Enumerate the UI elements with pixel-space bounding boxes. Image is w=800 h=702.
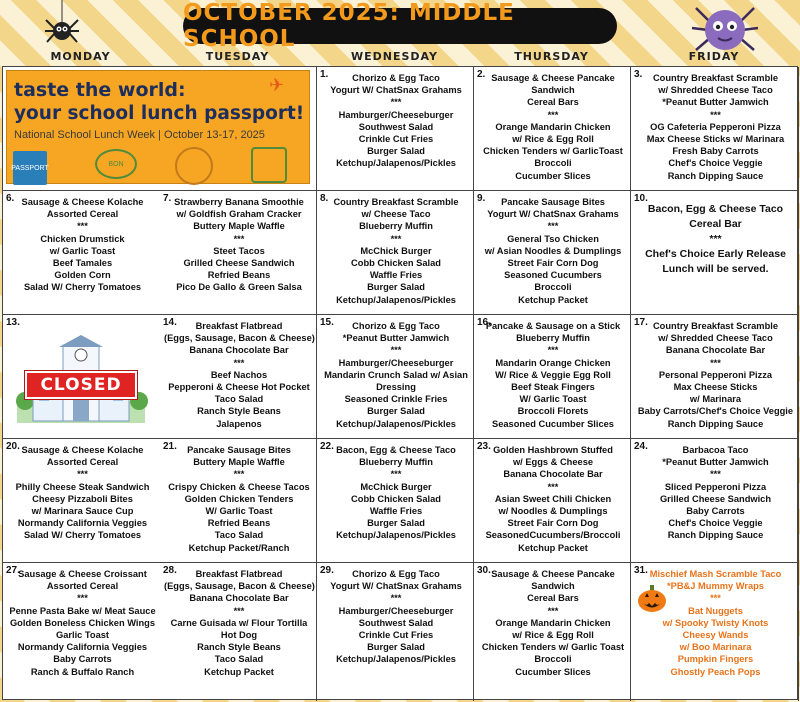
day-label: WEDNESDAY bbox=[351, 50, 438, 63]
passport-stamp-icon bbox=[251, 147, 287, 183]
menu-item: Mandarin Orange Chicken bbox=[495, 357, 611, 368]
day-number: 3. bbox=[634, 69, 643, 80]
menu-item: Cucumber Slices bbox=[515, 666, 591, 677]
calendar-day-cell bbox=[474, 67, 631, 191]
calendar-day-cell bbox=[317, 191, 474, 315]
day-number: 16. bbox=[477, 317, 491, 328]
day-number: 13. bbox=[6, 317, 20, 328]
lunch-week-banner bbox=[6, 70, 310, 184]
day-number: 29. bbox=[320, 565, 334, 576]
menu-item: Broccoli Florets bbox=[517, 406, 589, 417]
calendar-day-cell bbox=[160, 439, 317, 563]
menu-item: Chorizo & Egg Taco bbox=[352, 569, 440, 579]
menu-item: Philly Cheese Steak Sandwich bbox=[15, 481, 150, 492]
day-number: 27. bbox=[6, 565, 20, 576]
menu-item: Strawberry Banana Smoothie bbox=[174, 197, 304, 207]
menu-item: Normandy California Veggies bbox=[17, 518, 148, 529]
menu-item: *PB&J Mummy Wraps bbox=[667, 581, 764, 592]
menu-item: Assorted Cereal bbox=[46, 581, 119, 592]
day-number: 28. bbox=[163, 565, 177, 576]
menu-item: Sausage & Cheese Kolache bbox=[21, 197, 144, 207]
menu-item: w/ Marinara bbox=[689, 394, 742, 405]
menu-item: McChick Burger bbox=[360, 481, 432, 492]
menu-item: w/ Spooky Twisty Knots bbox=[662, 617, 769, 628]
day-label: THURSDAY bbox=[514, 50, 589, 63]
menu-item: Steet Tacos bbox=[213, 245, 265, 256]
menu-item: Carne Guisada w/ Flour Tortilla bbox=[170, 617, 308, 628]
menu-item: *Peanut Butter Jamwich bbox=[662, 97, 769, 108]
menu-item: Burger Salad bbox=[367, 642, 425, 653]
menu-item: w/ Marinara Sauce Cup bbox=[31, 506, 134, 517]
day-label: TUESDAY bbox=[205, 50, 270, 63]
menu-item: Cucumber Slices bbox=[515, 170, 591, 181]
menu-item: Hamburger/Cheeseburger bbox=[338, 357, 454, 368]
menu-item: *** bbox=[233, 605, 245, 616]
calendar-day-cell bbox=[317, 67, 474, 191]
calendar-day-cell bbox=[474, 439, 631, 563]
calendar-day-cell bbox=[631, 563, 799, 701]
menu-item: Ranch Style Beans bbox=[197, 406, 281, 417]
menu-list bbox=[164, 444, 314, 554]
menu-item: Country Breakfast Scramble bbox=[333, 197, 459, 207]
menu-item: Ranch Dipping Sauce bbox=[667, 418, 764, 429]
menu-item: Orange Mandarin Chicken bbox=[495, 617, 611, 628]
menu-item: Pico De Gallo & Green Salsa bbox=[176, 282, 302, 293]
menu-item: Mischief Mash Scramble Taco bbox=[649, 569, 782, 579]
menu-item: Ranch & Buffalo Ranch bbox=[30, 666, 135, 677]
menu-item: W/ Garlic Toast bbox=[205, 506, 273, 517]
menu-item: *** bbox=[390, 97, 402, 108]
menu-item: *** bbox=[547, 481, 559, 492]
menu-item: Burger Salad bbox=[367, 146, 425, 157]
calendar-day-cell bbox=[474, 191, 631, 315]
menu-item: Lunch will be served. bbox=[662, 263, 769, 275]
menu-item: Baby Carrots bbox=[686, 506, 745, 517]
calendar-day-cell bbox=[474, 563, 631, 701]
menu-item: Southwest Salad bbox=[358, 617, 434, 628]
day-number: 14. bbox=[163, 317, 177, 328]
menu-item: Ketchup/Jalapenos/Pickles bbox=[336, 654, 456, 665]
menu-item: Taco Salad bbox=[214, 394, 264, 405]
menu-item: *** bbox=[233, 469, 245, 480]
day-number: 23. bbox=[477, 441, 491, 452]
day-number: 30. bbox=[477, 565, 491, 576]
menu-item: Chef's Choice Veggie bbox=[668, 518, 763, 529]
menu-item: W/ Rice & Veggie Egg Roll bbox=[495, 369, 611, 380]
calendar-day-cell bbox=[317, 563, 474, 701]
menu-item: Jalapenos bbox=[216, 418, 262, 429]
menu-list bbox=[478, 320, 628, 430]
calendar-day-cell bbox=[631, 315, 799, 439]
header bbox=[0, 0, 800, 52]
day-number: 10. bbox=[634, 193, 648, 204]
menu-item: Max Cheese Sticks w/ Marinara bbox=[646, 134, 785, 145]
day-number: 6. bbox=[6, 193, 15, 204]
banner-date-line: National School Lunch Week | October 13-17, 2025 bbox=[14, 129, 265, 141]
menu-item: *** bbox=[547, 605, 559, 616]
day-number: 21. bbox=[163, 441, 177, 452]
menu-item: Blueberry Muffin bbox=[359, 221, 433, 232]
menu-item: Breakfast Flatbread bbox=[195, 569, 283, 579]
menu-item: w/ Cheese Taco bbox=[361, 209, 431, 220]
menu-item: Pepperoni & Cheese Hot Pocket bbox=[168, 382, 310, 393]
menu-list bbox=[7, 196, 158, 294]
calendar-day-cell bbox=[631, 439, 799, 563]
menu-item: Ketchup/Jalapenos/Pickles bbox=[336, 418, 456, 429]
menu-item: Sausage & Cheese Kolache bbox=[21, 445, 144, 455]
menu-item: Refried Beans bbox=[207, 518, 271, 529]
menu-item: Banana Chocolate Bar bbox=[665, 345, 766, 356]
day-number: 1. bbox=[320, 69, 329, 80]
banner-headline: taste the world: bbox=[14, 79, 186, 101]
menu-item: Hot Dog bbox=[220, 630, 258, 641]
menu-item: Country Breakfast Scramble bbox=[652, 321, 779, 331]
menu-list bbox=[635, 320, 796, 430]
menu-item: Crinkle Cut Fries bbox=[358, 630, 434, 641]
menu-list bbox=[164, 320, 314, 430]
menu-list bbox=[635, 72, 796, 182]
menu-item: Cereal Bars bbox=[527, 97, 579, 108]
day-label: FRIDAY bbox=[688, 50, 740, 63]
menu-item: Cobb Chicken Salad bbox=[351, 258, 441, 269]
menu-item: w/ Eggs & Cheese bbox=[512, 457, 594, 468]
menu-item: Golden Corn bbox=[54, 270, 111, 281]
menu-list bbox=[321, 568, 471, 666]
menu-list bbox=[321, 320, 471, 430]
menu-item: *** bbox=[77, 469, 88, 480]
menu-item: Cobb Chicken Salad bbox=[351, 493, 441, 504]
menu-item: Assorted Cereal bbox=[46, 209, 119, 220]
menu-item: Beef Steak Fingers bbox=[511, 382, 595, 393]
menu-item: Sausage & Cheese Pancake bbox=[491, 569, 615, 579]
menu-item: Blueberry Muffin bbox=[516, 333, 590, 344]
menu-item: *** bbox=[709, 233, 722, 245]
menu-item: Refried Beans bbox=[207, 270, 271, 281]
menu-item: Beef Tamales bbox=[52, 258, 113, 269]
day-number: 8. bbox=[320, 193, 329, 204]
menu-item: Pancake & Sausage on a Stick bbox=[485, 321, 621, 331]
menu-item: Breakfast Flatbread bbox=[195, 321, 283, 331]
spider-icon bbox=[44, 0, 80, 48]
menu-list bbox=[478, 444, 628, 554]
airplane-icon: ✈ bbox=[269, 75, 285, 95]
menu-item: Ranch Dipping Sauce bbox=[667, 530, 764, 541]
menu-item: Waffle Fries bbox=[369, 506, 423, 517]
menu-item: Cereal Bars bbox=[527, 593, 579, 604]
menu-item: (Eggs, Sausage, Bacon & Cheese) bbox=[164, 581, 315, 592]
menu-item: Country Breakfast Scramble bbox=[652, 73, 779, 83]
menu-item: Seasoned Cucumber Slices bbox=[492, 418, 614, 429]
menu-item: Broccoli bbox=[534, 654, 572, 665]
menu-item: Crispy Chicken & Cheese Tacos bbox=[168, 481, 310, 492]
menu-item: *** bbox=[547, 109, 559, 120]
menu-item: Crinkle Cut Fries bbox=[358, 134, 434, 145]
day-number: 20. bbox=[6, 441, 20, 452]
menu-item: *** bbox=[390, 593, 402, 604]
menu-item: *** bbox=[77, 593, 88, 604]
calendar-day-cell bbox=[317, 439, 474, 563]
day-number: 24. bbox=[634, 441, 648, 452]
menu-item: Hamburger/Cheeseburger bbox=[338, 605, 454, 616]
menu-list bbox=[321, 444, 471, 542]
menu-item: Asian Sweet Chili Chicken bbox=[494, 493, 612, 504]
menu-item: *** bbox=[390, 469, 402, 480]
passport-stamp-icon: BON bbox=[95, 149, 137, 179]
menu-list bbox=[7, 568, 158, 678]
menu-item: Sliced Pepperoni Pizza bbox=[664, 481, 767, 492]
closed-school-illustration bbox=[11, 331, 151, 431]
menu-item: w/ Garlic Toast bbox=[49, 245, 116, 256]
menu-item: Buttery Maple Waffle bbox=[193, 221, 285, 232]
menu-item: Banana Chocolate Bar bbox=[503, 469, 603, 480]
menu-item: Pancake Sausage Bites bbox=[187, 445, 291, 455]
day-number: 17. bbox=[634, 317, 648, 328]
menu-list bbox=[321, 72, 471, 170]
menu-item: Taco Salad bbox=[214, 530, 264, 541]
menu-item: W/ Garlic Toast bbox=[519, 394, 587, 405]
menu-item: Ghostly Peach Pops bbox=[670, 666, 761, 677]
menu-item: Broccoli bbox=[534, 158, 572, 169]
menu-item: General Tso Chicken bbox=[507, 233, 599, 244]
menu-item: w/ Goldfish Graham Cracker bbox=[176, 209, 302, 220]
menu-item: Banana Chocolate Bar bbox=[189, 345, 289, 356]
menu-item: Max Cheese Sticks bbox=[673, 382, 758, 393]
menu-item: Golden Chicken Tenders bbox=[184, 493, 294, 504]
menu-item: w/ Rice & Egg Roll bbox=[512, 630, 594, 641]
day-number: 9. bbox=[477, 193, 486, 204]
menu-item: *** bbox=[547, 221, 559, 232]
menu-item: w/ Boo Marinara bbox=[679, 642, 752, 653]
menu-item: Cereal Bar bbox=[689, 218, 742, 230]
menu-item: Normandy California Veggies bbox=[17, 642, 148, 653]
menu-item: *Peanut Butter Jamwich bbox=[342, 333, 450, 344]
menu-item: Banana Chocolate Bar bbox=[189, 593, 289, 604]
menu-item: Burger Salad bbox=[367, 406, 425, 417]
menu-item: Burger Salad bbox=[367, 282, 425, 293]
menu-item: Pumpkin Fingers bbox=[677, 654, 754, 665]
menu-item: Cheesy Wands bbox=[682, 630, 749, 641]
menu-item: Chef's Choice Veggie bbox=[668, 158, 763, 169]
passport-stamp-icon: PASSPORT bbox=[13, 151, 47, 185]
menu-item: Buttery Maple Waffle bbox=[193, 457, 285, 468]
menu-item: Pancake Sausage Bites bbox=[501, 197, 605, 207]
menu-item: *** bbox=[390, 345, 402, 356]
menu-item: Grilled Cheese Sandwich bbox=[659, 493, 772, 504]
calendar-day-cell bbox=[631, 67, 799, 191]
menu-item: Seasoned Crinkle Fries bbox=[344, 394, 448, 405]
menu-item: Ketchup/Jalapenos/Pickles bbox=[336, 530, 456, 541]
menu-item: Sausage & Cheese Pancake bbox=[491, 73, 615, 83]
menu-item: Personal Pepperoni Pizza bbox=[658, 369, 773, 380]
menu-item: Sausage & Cheese Croissant bbox=[18, 569, 147, 579]
menu-item: Blueberry Muffin bbox=[359, 457, 433, 468]
banner-subheadline: your school lunch passport! bbox=[14, 103, 305, 124]
calendar-day-cell bbox=[3, 67, 317, 191]
calendar-day-cell bbox=[160, 191, 317, 315]
menu-item: Penne Pasta Bake w/ Meat Sauce bbox=[9, 605, 156, 616]
menu-item: Ketchup Packet/Ranch bbox=[188, 542, 290, 553]
day-number: 31. bbox=[634, 565, 648, 576]
menu-item: Chicken Tenders w/ GarlicToast bbox=[483, 146, 623, 157]
calendar-day-cell bbox=[317, 315, 474, 439]
menu-item: Salad W/ Cherry Tomatoes bbox=[23, 282, 142, 293]
menu-list bbox=[635, 202, 796, 277]
calendar-day-cell bbox=[3, 315, 160, 439]
menu-item: Ketchup/Jalapenos/Pickles bbox=[336, 294, 456, 305]
menu-item: Yogurt W/ ChatSnax Grahams bbox=[330, 581, 462, 592]
menu-list bbox=[478, 568, 628, 678]
day-label: MONDAY bbox=[50, 50, 111, 63]
menu-item: Yogurt W/ ChatSnax Grahams bbox=[487, 209, 619, 220]
menu-item: Ketchup Packet bbox=[204, 666, 274, 677]
menu-item: Ranch Dipping Sauce bbox=[667, 170, 764, 181]
menu-item: Assorted Cereal bbox=[46, 457, 119, 468]
menu-item: Chorizo & Egg Taco bbox=[352, 73, 440, 83]
menu-item: *Peanut Butter Jamwich bbox=[662, 457, 769, 468]
menu-item: Ketchup Packet bbox=[518, 294, 588, 305]
calendar-day-cell bbox=[3, 439, 160, 563]
menu-item: w/ Rice & Egg Roll bbox=[512, 134, 594, 145]
menu-item: Street Fair Corn Dog bbox=[507, 518, 599, 529]
menu-list bbox=[321, 196, 471, 306]
menu-item: OG Cafeteria Pepperoni Pizza bbox=[650, 121, 781, 132]
menu-item: Grilled Cheese Sandwich bbox=[183, 258, 295, 269]
menu-item: *** bbox=[710, 593, 721, 604]
calendar-day-cell bbox=[3, 563, 160, 701]
menu-item: *** bbox=[710, 357, 721, 368]
menu-item: *** bbox=[233, 233, 245, 244]
menu-item: Bat Nuggets bbox=[688, 605, 743, 616]
menu-item: *** bbox=[77, 221, 88, 232]
day-number: 22. bbox=[320, 441, 334, 452]
calendar-day-cell bbox=[3, 191, 160, 315]
menu-item: Hamburger/Cheeseburger bbox=[338, 109, 454, 120]
menu-list bbox=[7, 444, 158, 542]
passport-stamp-icon bbox=[175, 147, 213, 185]
menu-list bbox=[164, 196, 314, 294]
day-number: 15. bbox=[320, 317, 334, 328]
page-title: OCTOBER 2025: MIDDLE SCHOOL bbox=[183, 8, 617, 44]
menu-item: Barbacoa Taco bbox=[682, 445, 749, 455]
menu-item: Fresh Baby Carrots bbox=[672, 146, 759, 157]
menu-item: Dressing bbox=[376, 382, 416, 393]
menu-item: Taco Salad bbox=[214, 654, 264, 665]
day-number: 2. bbox=[477, 69, 486, 80]
weekday-header bbox=[2, 50, 798, 66]
calendar-grid bbox=[2, 66, 798, 700]
menu-item: Chef's Choice Early Release bbox=[645, 248, 786, 260]
menu-item: (Eggs, Sausage, Bacon & Cheese) bbox=[164, 333, 315, 344]
menu-item: Yogurt W/ ChatSnax Grahams bbox=[330, 85, 462, 96]
menu-item: w/ Shredded Cheese Taco bbox=[658, 333, 773, 344]
calendar-day-cell bbox=[631, 191, 799, 315]
menu-item: Orange Mandarin Chicken bbox=[495, 121, 611, 132]
menu-item: Chorizo & Egg Taco bbox=[352, 321, 440, 331]
menu-item: w/ Shredded Cheese Taco bbox=[658, 85, 773, 96]
menu-item: *** bbox=[390, 233, 402, 244]
closed-sign: CLOSED bbox=[25, 371, 137, 399]
calendar-day-cell bbox=[160, 563, 317, 701]
menu-item: *** bbox=[547, 345, 559, 356]
menu-item: Burger Salad bbox=[367, 518, 425, 529]
menu-item: Chicken Drumstick bbox=[40, 233, 125, 244]
jack-o-lantern-icon bbox=[637, 585, 667, 613]
day-number: 7. bbox=[163, 193, 172, 204]
menu-item: Southwest Salad bbox=[358, 121, 434, 132]
menu-item: Sandwich bbox=[531, 581, 575, 592]
menu-item: *** bbox=[710, 469, 721, 480]
menu-item: Mandarin Crunch Salad w/ Asian bbox=[324, 369, 468, 380]
menu-item: Cheesy Pizzaboli Bites bbox=[32, 493, 133, 504]
menu-item: SeasonedCucumbers/Broccoli bbox=[485, 530, 621, 541]
menu-item: Ketchup Packet bbox=[518, 542, 588, 553]
menu-item: Golden Hashbrown Stuffed bbox=[493, 445, 613, 455]
calendar-day-cell bbox=[160, 315, 317, 439]
menu-item: Baby Carrots bbox=[53, 654, 112, 665]
calendar-day-cell bbox=[474, 315, 631, 439]
menu-item: Chicken Tenders w/ Garlic Toast bbox=[481, 642, 625, 653]
menu-item: Garlic Toast bbox=[55, 630, 110, 641]
menu-item: Broccoli bbox=[534, 282, 572, 293]
menu-list bbox=[635, 444, 796, 542]
menu-item: Bacon, Egg & Cheese Taco bbox=[336, 445, 456, 455]
menu-item: *** bbox=[710, 109, 721, 120]
menu-item: *** bbox=[233, 357, 245, 368]
menu-list bbox=[164, 568, 314, 678]
menu-item: Sandwich bbox=[531, 85, 575, 96]
menu-item: Bacon, Egg & Cheese Taco bbox=[647, 203, 784, 215]
menu-item: w/ Asian Noodles & Dumplings bbox=[484, 245, 622, 256]
menu-item: Baby Carrots/Chef's Choice Veggie bbox=[637, 406, 794, 417]
menu-item: Waffle Fries bbox=[369, 270, 423, 281]
menu-item: Ketchup/Jalapenos/Pickles bbox=[336, 158, 456, 169]
menu-item: Seasoned Cucumbers bbox=[504, 270, 602, 281]
menu-item: Salad W/ Cherry Tomatoes bbox=[23, 530, 142, 541]
menu-item: w/ Noodles & Dumplings bbox=[498, 506, 608, 517]
menu-list bbox=[478, 72, 628, 182]
menu-item: Street Fair Corn Dog bbox=[507, 258, 599, 269]
menu-item: Ranch Style Beans bbox=[197, 642, 281, 653]
menu-item: Golden Boneless Chicken Wings bbox=[9, 617, 156, 628]
menu-item: McChick Burger bbox=[360, 245, 432, 256]
menu-list bbox=[478, 196, 628, 306]
menu-item: Beef Nachos bbox=[210, 369, 268, 380]
